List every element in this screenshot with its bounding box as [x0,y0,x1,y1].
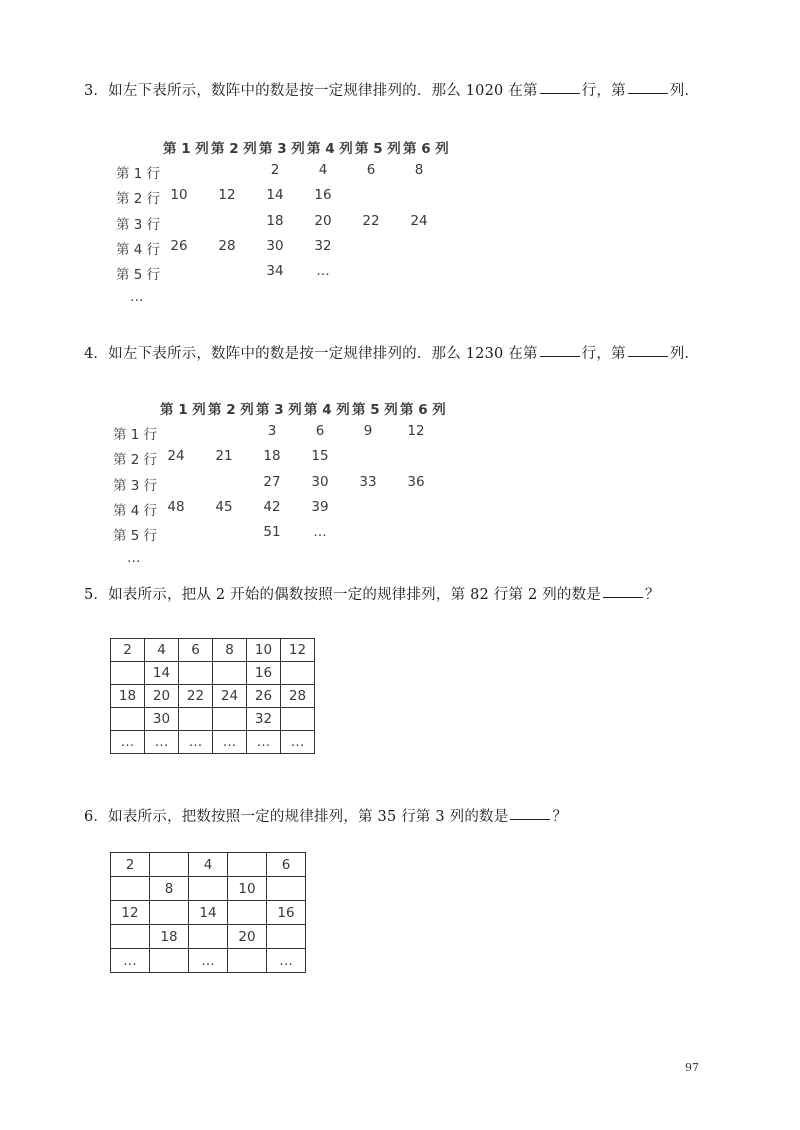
table-row [111,708,315,731]
matrix-cell: 2 [270,162,280,178]
column-header-2: 第 2 列 [211,141,257,157]
table-cell [213,662,247,685]
table-cell [111,925,150,949]
problem-4-text-before: 如左下表所示，数阵中的数是按一定规律排列的．那么 1230 在第 [108,346,538,362]
answer-blank [540,92,580,94]
matrix-cell: 6 [366,162,376,178]
matrix-cell: 12 [407,423,425,439]
column-header-1: 第 1 列 [163,141,209,157]
table-cell: 16 [267,901,306,925]
table-cell [111,877,150,901]
problem-3-text-end: 列． [669,83,700,99]
problem-6-number: 6． [84,809,109,825]
table-cell [111,708,145,731]
matrix-cell: 20 [314,212,332,229]
problem-5-grid-table [110,638,315,754]
column-header-3: 第 3 列 [256,402,302,418]
matrix-cell: 3 [267,423,277,439]
table-cell: 12 [111,901,150,925]
matrix-cell: 24 [410,212,428,229]
column-header-2: 第 2 列 [208,402,254,418]
table-cell [179,708,213,731]
matrix-cell: 21 [215,448,233,465]
table-row [111,925,306,949]
matrix-cell: 32 [314,237,332,254]
column-header-6: 第 6 列 [400,402,446,418]
matrix-cell: 45 [215,498,233,515]
matrix-continuation-ellipsis: … [130,288,144,305]
table-cell [267,925,306,949]
table-row [111,853,306,877]
matrix-cell: 15 [311,448,329,465]
column-header-4: 第 4 列 [304,402,350,418]
row-label-4: 第 4 行 [116,241,161,258]
row-label-2: 第 2 行 [116,191,161,208]
problem-5-text-before: 如表所示，把从 2 开始的偶数按照一定的规律排列，第 82 行第 2 列的数是 [108,587,601,603]
table-cell [267,877,306,901]
problem-6-grid-table [110,852,306,973]
answer-blank [628,92,668,94]
table-row [111,731,315,754]
column-header-4: 第 4 列 [307,141,353,157]
table-cell: 20 [228,925,267,949]
table-cell [281,708,315,731]
matrix-cell: 28 [218,237,236,254]
answer-blank [603,596,643,598]
matrix-cell: 9 [363,423,373,439]
table-cell: 8 [150,877,189,901]
row-label-3: 第 3 行 [113,477,158,494]
page-number: 97 [685,1061,699,1074]
problem-4-number: 4． [84,346,109,362]
table-cell: 32 [247,708,281,731]
table-cell [111,662,145,685]
matrix-cell: 30 [311,473,329,490]
table-cell: 16 [247,662,281,685]
problem-3-text-mid: 行，第 [581,83,626,99]
column-header-1: 第 1 列 [160,402,206,418]
matrix-cell: 42 [263,498,281,515]
matrix-cell: 16 [314,187,332,204]
table-cell [281,662,315,685]
matrix-cell: … [316,263,330,280]
table-cell: … [281,731,315,754]
problem-6-statement [84,805,567,826]
table-row [111,685,315,708]
table-cell: 6 [179,639,213,662]
table-cell [150,949,189,973]
table-row [111,901,306,925]
table-row [111,877,306,901]
problem-3-text-before: 如左下表所示，数阵中的数是按一定规律排列的．那么 1020 在第 [108,83,538,99]
row-label-5: 第 5 行 [116,267,161,284]
answer-blank [510,818,550,820]
matrix-cell: 18 [263,448,281,465]
problem-6-text-before: 如表所示，把数按照一定的规律排列，第 35 行第 3 列的数是 [108,809,509,825]
table-cell [189,925,228,949]
matrix-continuation-ellipsis: … [127,549,141,566]
table-cell [213,708,247,731]
matrix-cell: 8 [414,162,424,178]
table-cell: 14 [145,662,179,685]
table-cell [228,853,267,877]
table-cell: 2 [111,639,145,662]
row-label-4: 第 4 行 [113,502,158,519]
table-cell [179,662,213,685]
matrix-cell: 27 [263,473,281,490]
column-header-5: 第 5 列 [352,402,398,418]
row-label-1: 第 1 行 [113,427,158,443]
row-label-2: 第 2 行 [113,452,158,469]
problem-5-statement [84,583,660,604]
table-cell: 20 [145,685,179,708]
table-cell: 24 [213,685,247,708]
table-cell: … [189,949,228,973]
table-cell: 10 [228,877,267,901]
table-cell: 18 [150,925,189,949]
matrix-cell: 10 [170,187,188,204]
column-header-5: 第 5 列 [355,141,401,157]
matrix-cell: 30 [266,237,284,254]
table-cell: 10 [247,639,281,662]
matrix-cell: … [313,524,327,541]
matrix-cell: 24 [167,448,185,465]
matrix-cell: 6 [315,423,325,439]
matrix-cell: 34 [266,263,284,280]
matrix-cell: 18 [266,212,284,229]
problem-4-statement [84,342,699,363]
problem-5-number: 5． [84,587,109,603]
matrix-cell: 48 [167,498,185,515]
table-cell [150,853,189,877]
table-cell [228,949,267,973]
matrix-cell: 4 [318,162,328,178]
table-cell: 12 [281,639,315,662]
table-row [111,949,306,973]
table-cell: 4 [145,639,179,662]
answer-blank [540,355,580,357]
problem-4-text-end: 列． [669,346,700,362]
column-header-3: 第 3 列 [259,141,305,157]
table-cell: … [111,949,150,973]
problem-6-text-end: ？ [552,809,568,825]
table-cell: … [213,731,247,754]
matrix-cell: 14 [266,187,284,204]
matrix-cell: 33 [359,473,377,490]
table-cell: 30 [145,708,179,731]
table-cell: 2 [111,853,150,877]
table-cell: … [145,731,179,754]
table-cell [150,901,189,925]
table-cell: 28 [281,685,315,708]
table-cell: … [179,731,213,754]
table-row [111,662,315,685]
table-cell: … [111,731,145,754]
table-cell: 26 [247,685,281,708]
matrix-cell: 36 [407,473,425,490]
matrix-cell: 26 [170,237,188,254]
table-cell: … [267,949,306,973]
table-cell [189,877,228,901]
table-row [111,639,315,662]
row-label-1: 第 1 行 [116,166,161,182]
row-label-5: 第 5 行 [113,528,158,545]
table-cell [228,901,267,925]
matrix-cell: 12 [218,187,236,204]
table-cell: 22 [179,685,213,708]
answer-blank [628,355,668,357]
matrix-cell: 22 [362,212,380,229]
problem-3-number: 3． [84,83,109,99]
problem-4-text-mid: 行，第 [581,346,626,362]
table-cell: 4 [189,853,228,877]
matrix-cell: 51 [263,524,281,541]
table-cell: 14 [189,901,228,925]
table-cell: 8 [213,639,247,662]
problem-3-statement [84,79,699,100]
matrix-cell: 39 [311,498,329,515]
table-cell: … [247,731,281,754]
table-cell: 6 [267,853,306,877]
column-header-6: 第 6 列 [403,141,449,157]
problem-5-text-end: ？ [645,587,660,603]
row-label-3: 第 3 行 [116,216,161,233]
table-cell: 18 [111,685,145,708]
